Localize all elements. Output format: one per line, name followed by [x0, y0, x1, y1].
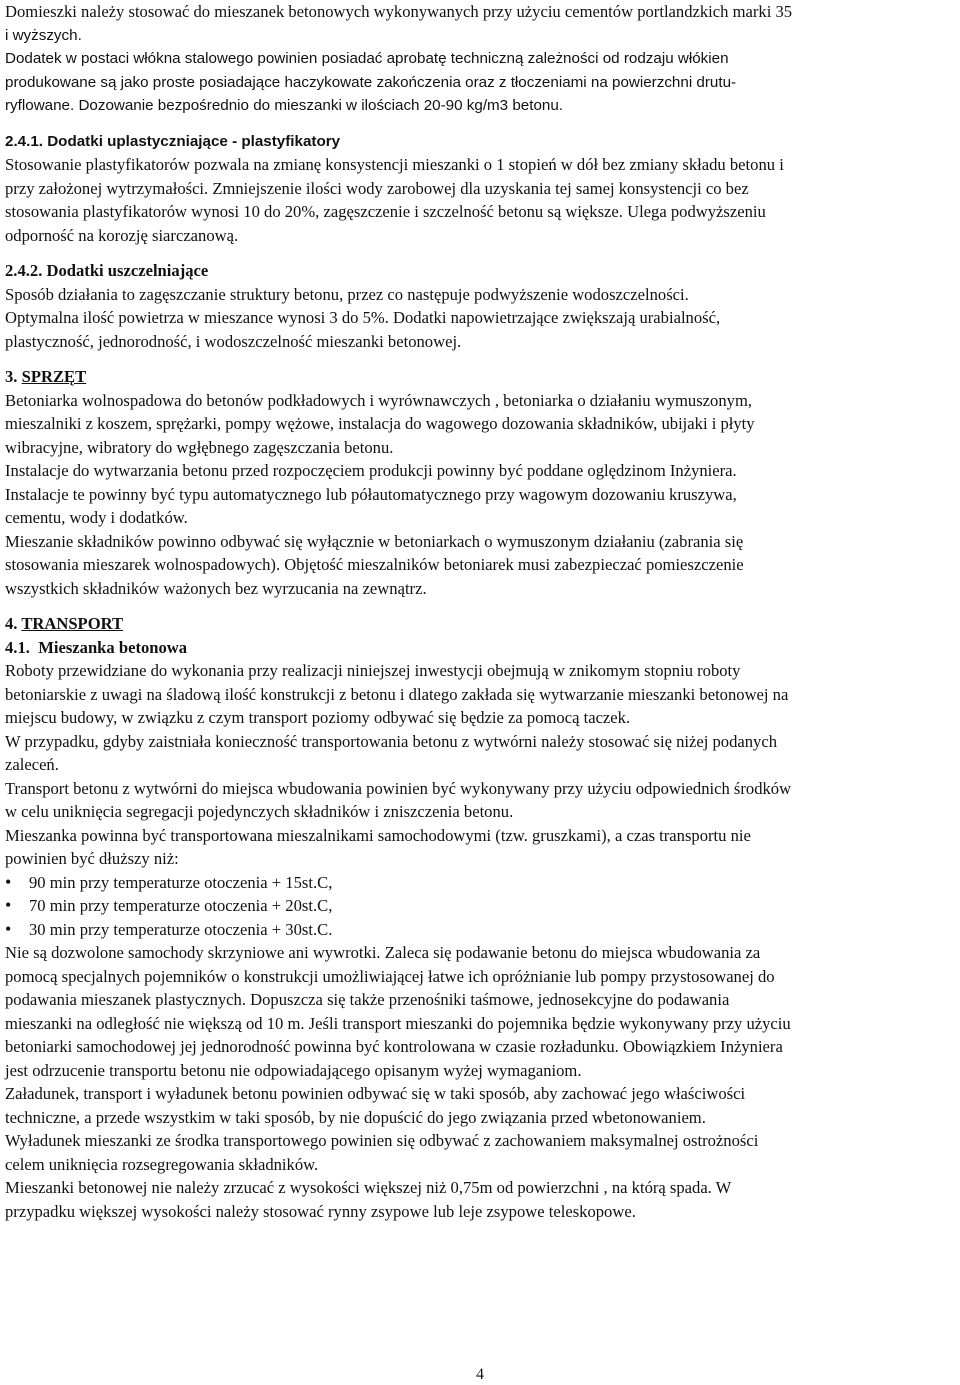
text-line: przypadku większej wysokości należy stosować rynny zsypowe lub leje zsypowe teleskopowe. — [5, 1201, 636, 1221]
text-line: W przypadku, gdyby zaistniała konieczność transportowania betonu z wytwórni należy stosować się niżej podanych — [5, 731, 777, 751]
section-number: 4. — [5, 614, 18, 633]
text-line: Mieszanie składników powinno odbywać się wyłącznie w betoniarkach o wymuszonym działaniu (zabrania się — [5, 531, 744, 551]
text-line: celem uniknięcia rozsegregowania składników. — [5, 1154, 319, 1174]
text-line: i wyższych. — [5, 26, 82, 44]
text-line: Betoniarka wolnospadowa do betonów podkładowych i wyrównawczych , betoniarka o działaniu wymuszonym, — [5, 390, 752, 410]
text-line: cementu, wody i dodatków. — [5, 508, 188, 527]
bullet-item: • 30 min przy temperaturze otoczenia + 30st.C. — [5, 918, 957, 942]
text-line: Mieszanki betonowej nie należy zrzucać z wysokości większej niż 0,75m od powierzchni , na którą spada. W — [5, 1178, 732, 1197]
text-line: jest odrzucenie transportu betonu nie odpowiadającego opisanym wyżej wymaganiom. — [5, 1060, 582, 1080]
text-line: wibracyjne, wibratory do wgłębnego zagęszczania betonu. — [5, 437, 394, 457]
text-line: w celu uniknięcia segregacji pojedynczych składników i zniszczenia betonu. — [5, 802, 514, 821]
text-line: miejscu budowy, w związku z czym transport poziomy odbywać się będzie za pomocą taczek. — [5, 708, 631, 727]
bullet-item: • 90 min przy temperaturze otoczenia + 15st.C, — [5, 871, 957, 895]
section-heading-4 — [5, 612, 957, 636]
text-line: betoniarki samochodowej jej jednorodność powinna być kontrolowana w czasie rozładunku. Obowiązkiem Inżyniera — [5, 1037, 783, 1056]
text-line: stosowania plastyfikatorów wynosi 10 do 20%, zagęszczenie i szczelność betonu są większe. Ulega podwyższeniu — [5, 202, 766, 221]
text-line: Mieszanka powinna być transportowana mieszalnikami samochodowymi (tzw. gruszkami), a czas transportu nie — [5, 825, 751, 845]
text-line: przy założonej wytrzymałości. Zmniejszenie ilości wody zarobowej dla uzyskania tej samej konsystencji co bez — [5, 178, 749, 198]
text-line: mieszanki na odległość nie większą od 10 m. Jeśli transport mieszanki do pojemnika będzie wykonywany przy użyciu — [5, 1013, 791, 1033]
section-heading-2-4-1: 2.4.1. Dodatki uplastyczniające - plastyfikatory — [5, 132, 341, 150]
section-title: TRANSPORT — [21, 614, 124, 633]
text-line: Stosowanie plastyfikatorów pozwala na zmianę konsystencji mieszanki o 1 stopień w dół bez zmiany składu betonu i — [5, 155, 784, 174]
text-line: Instalacje do wytwarzania betonu przed rozpoczęciem produkcji powinny być poddane oględzinom Inżyniera. — [5, 461, 737, 480]
text-line: betoniarskie z uwagi na śladową ilość konstrukcji z betonu i dlatego zakłada się wytwarzanie mieszanki betonowej na — [5, 684, 789, 704]
text-line: wszystkich składników ważonych bez wyrzucania na zewnątrz. — [5, 578, 427, 598]
section-heading-3 — [5, 365, 957, 389]
text-line: techniczne, a przede wszystkim w taki sposób, by nie dopuścić do jego związania przed wbetonowaniem. — [5, 1107, 706, 1127]
text-line: ryflowane. Dozowanie bezpośrednio do mieszanki w ilościach 20-90 kg/m3 betonu. — [5, 97, 564, 114]
section-title: SPRZĘT — [21, 367, 87, 386]
text-line: Roboty przewidziane do wykonania przy realizacji niniejszej inwestycji obejmują w znikomym stopniu roboty — [5, 661, 741, 680]
text-line: produkowane są jako proste posiadające haczykowate zakończenia oraz z tłoczeniami na powierzchni drutu- — [5, 73, 737, 91]
text-line: Transport betonu z wytwórni do miejsca wbudowania powinien być wykonywany przy użyciu odpowiednich środków — [5, 778, 792, 798]
page-number: 4 — [476, 1366, 484, 1383]
text-line: Optymalna ilość powietrza w mieszance wynosi 3 do 5%. Dodatki napowietrzające zwiększają urabialność, — [5, 308, 721, 327]
text-line: Domieszki należy stosować do mieszanek betonowych wykonywanych przy użyciu cementów portlandzkich marki 35 — [5, 2, 793, 21]
text-line: Dodatek w postaci włókna stalowego powinien posiadać aprobatę techniczną zależności od rodzaju włókien — [5, 50, 729, 67]
bullet-item: • 70 min przy temperaturze otoczenia + 20st.C, — [5, 894, 957, 918]
text-line: stosowania mieszarek wolnospadowych). Objętość mieszalników betoniarek musi zabezpieczać pomieszczenie — [5, 555, 744, 574]
text-line: Wyładunek mieszanki ze środka transportowego powinien się odbywać z zachowaniem maksymalnej ostrożności — [5, 1131, 759, 1150]
text-line: plastyczność, jednorodność, i wodoszczelność mieszanki betonowej. — [5, 331, 462, 351]
subsection-heading-4-1: 4.1. Mieszanka betonowa — [5, 637, 188, 657]
section-number: 3. — [5, 367, 18, 386]
text-line: mieszalniki z koszem, sprężarki, pompy wężowe, instalacja do wagowego dozowania składników, ubijaki i płyty — [5, 414, 755, 433]
text-line: pomocą specjalnych pojemników o konstrukcji umożliwiającej łatwe ich opróżnianie lub pompy przystosowanej do — [5, 966, 775, 986]
document-page — [5, 0, 957, 1223]
text-line: zaleceń. — [5, 755, 59, 774]
text-line: odporność na korozję siarczanową. — [5, 225, 239, 245]
text-line: Sposób działania to zagęszczanie struktury betonu, przez co następuje podwyższenie wodoszczelności. — [5, 284, 689, 304]
text-line: podawania mieszanek plastycznych. Dopuszcza się także przenośniki taśmowe, jednosekcyjne do podawania — [5, 990, 730, 1009]
text-line: Nie są dozwolone samochody skrzyniowe ani wywrotki. Zaleca się podawanie betonu do miejsca wbudowania za — [5, 943, 761, 962]
section-heading-2-4-2: 2.4.2. Dodatki uszczelniające — [5, 261, 209, 280]
text-line: Załadunek, transport i wyładunek betonu powinien odbywać się w taki sposób, aby zachować jego właściwości — [5, 1084, 746, 1103]
text-line: powinien być dłuższy niż: — [5, 849, 179, 868]
text-line: Instalacje te powinny być typu automatycznego lub półautomatycznego przy wagowym dozowaniu kruszywa, — [5, 484, 737, 504]
